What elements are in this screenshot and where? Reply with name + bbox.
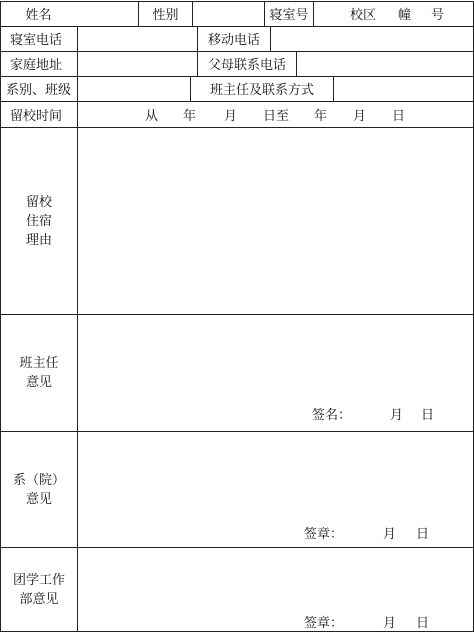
number-label: 号 [431, 8, 445, 23]
campus-label: 校区 [350, 8, 377, 23]
teacher-day-label: 日 [421, 408, 435, 423]
home-address-field[interactable] [78, 52, 197, 76]
teacher-opinion-line-2: 意见 [25, 375, 52, 390]
name-label: 姓名 [25, 8, 52, 23]
month-label-2: 月 [353, 109, 367, 124]
teacher-contact-field[interactable] [334, 77, 473, 101]
rule-bottom [0, 631, 474, 632]
league-opinion-line-2: 部意见 [19, 591, 59, 607]
stay-reason-line-2: 住宿 [25, 213, 52, 229]
dorm-phone-field[interactable] [78, 27, 197, 51]
teacher-contact-label: 班主任及联系方式 [209, 83, 314, 98]
dept-class-label: 系别、班级 [6, 83, 72, 98]
stay-reason-label [1, 128, 77, 314]
parent-phone-field[interactable] [297, 52, 473, 76]
name-field[interactable] [78, 2, 138, 26]
teacher-sign-label: 签名： [312, 408, 352, 423]
league-seal-label: 签章： [304, 616, 344, 631]
day-label-2: 日 [392, 109, 406, 124]
teacher-opinion-line-1: 班主任 [19, 356, 59, 371]
dept-opinion-line-1: 系（院） [12, 472, 65, 488]
dept-opinion-line-2: 意见 [25, 491, 52, 507]
league-opinion-field[interactable] [78, 548, 473, 631]
mobile-field[interactable] [271, 27, 473, 51]
dept-seal-label: 签章： [304, 527, 344, 542]
dept-opinion-field[interactable] [78, 432, 473, 547]
dept-opinion-label [1, 432, 77, 547]
dept-class-field[interactable] [78, 77, 190, 101]
teacher-month-label: 月 [390, 408, 404, 423]
day-to-label: 日至 [263, 109, 290, 124]
dept-month-label: 月 [383, 527, 397, 542]
league-month-label: 月 [383, 616, 397, 631]
dorm-address-field[interactable] [314, 1, 473, 26]
dorm-number-label: 寝室号 [269, 8, 309, 23]
gender-field[interactable] [193, 2, 264, 26]
teacher-opinion-label [1, 315, 77, 431]
stay-reason-field[interactable] [78, 128, 473, 314]
parent-phone-label: 父母联系电话 [207, 58, 286, 73]
league-opinion-line-1: 团学工作 [12, 572, 65, 588]
from-label: 从 [145, 109, 159, 124]
league-opinion-label [1, 548, 77, 631]
month-label-1: 月 [224, 109, 238, 124]
year-label-2: 年 [314, 109, 328, 124]
stay-reason-line-3: 理由 [25, 232, 52, 248]
gender-label: 性别 [152, 8, 179, 23]
year-label-1: 年 [183, 109, 197, 124]
teacher-opinion-field[interactable] [78, 315, 473, 431]
stay-reason-line-1: 留校 [25, 194, 52, 210]
building-label: 幢 [398, 8, 412, 23]
stay-time-label: 留校时间 [10, 108, 63, 124]
stay-time-field[interactable] [78, 102, 473, 127]
league-day-label: 日 [416, 616, 430, 631]
home-address-label: 家庭地址 [10, 58, 63, 73]
dorm-phone-label: 寝室电话 [10, 33, 63, 48]
mobile-label: 移动电话 [207, 33, 260, 48]
dept-day-label: 日 [416, 527, 430, 542]
